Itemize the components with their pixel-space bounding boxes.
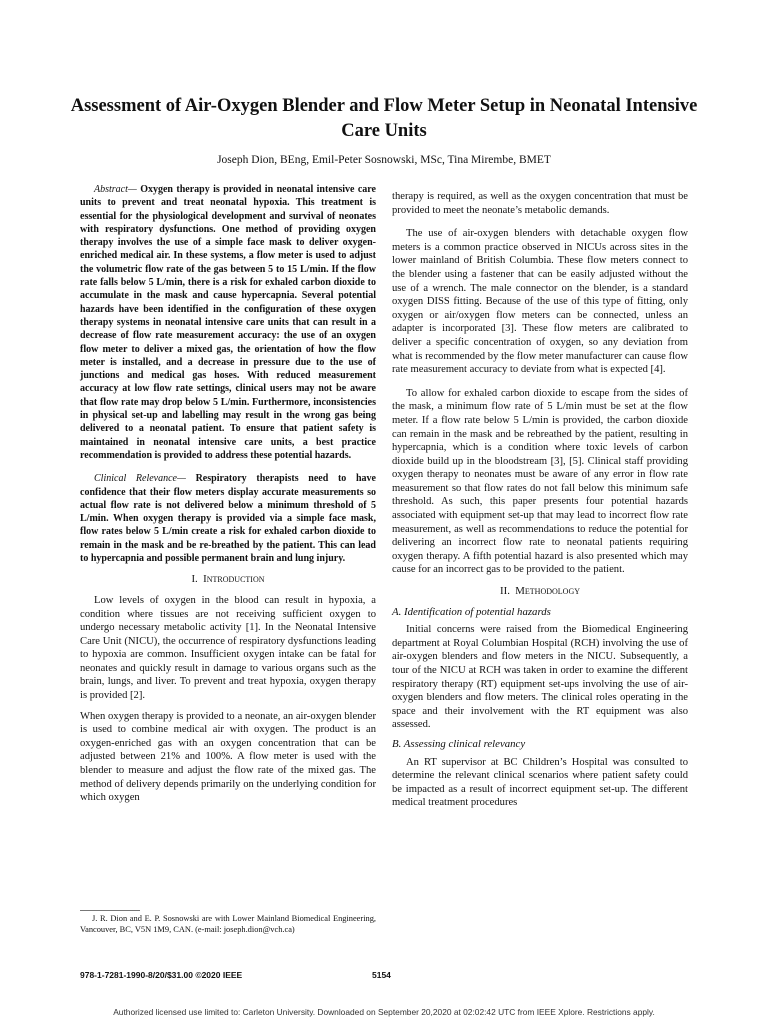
paragraph-intro-2: When oxygen therapy is provided to a neonate, an air-oxygen blender is used to combine medical air with oxygen. The product is an oxygen-enriched gas with an oxygen concentration that can be adjusted between 21% and 100%. A flow meter is used with the blender to measure and adjust the flow rate of the mixed gas. The method of delivery depends primarily on the underlying condition for which oxygen bbox=[80, 710, 376, 804]
abstract-text: Oxygen therapy is provided in neonatal intensive care units to prevent and treat neonatal hypoxia. This treatment is essential for the physiological development and survival of neonates with respiratory dysfunctions. One method of providing oxygen therapy involves the use of a simple face mask to deliver oxygen-enriched medical air. In these systems, a flow meter is used to adjust the volumetric flow rate of the gas between 5 to 15 L/min. If the flow rate falls below 5 L/min, there is a risk for exhaled carbon dioxide to accumulate in the mask and cause hypercapnia. Several potential hazards have been identified in the configuration of these oxygen therapy systems in neonatal intensive care units that can result in a decrease of flow rate measurement accuracy: the use of an oxygen flow meter to deliver a mixed gas, the orientation of how the flow meter is installed, and a decrease in pressure due to the use of junctions and medical gas hoses. With reduced measurement accuracy at low flow rate settings, clinical users may not be aware that flow rate may drop below 5 L/min. Furthermore, inconsistencies in physical set-up and labelling may result in the wrong gas being delivered to a neonatal patient. To ensure that patient safety is maintained in neonatal intensive care units, a best practice recommendation is provided to address these potential hazards. bbox=[80, 184, 376, 461]
section-heading-methodology bbox=[392, 585, 688, 599]
isbn-line: 978-1-7281-1990-8/20/$31.00 ©2020 IEEE bbox=[80, 970, 243, 980]
section-number: II. bbox=[500, 585, 510, 598]
page-number: 5154 bbox=[372, 970, 391, 980]
abstract-lead: Abstract— bbox=[94, 184, 137, 195]
left-column bbox=[80, 183, 376, 805]
paragraph-method-b: An RT supervisor at BC Children’s Hospital was consulted to determine the relevant clinical scenarios where patient safety could be impacted as a result of incorrect equipment set-up. The different medical treatment procedures bbox=[392, 756, 688, 809]
section-number: I. bbox=[191, 573, 198, 586]
section-name: Methodology bbox=[515, 585, 580, 598]
paragraph-right-2: The use of air-oxygen blenders with detachable oxygen flow meters is a common practice observed in NICUs across sites in the lower mainland of British Columbia. These flow meters connect to the blender using a fastener that can be easily adjusted without the use of a wrench. The male connector on the blender, is a standard oxygen DISS fitting. Because of the use of this type of fitting, only oxygen or air/oxygen flow meters can be connected, unless an adapter is incorporated [3]. These flow meters are calibrated to deliver a specific concentration of oxygen, so any deviation from what is recommended by the flow meter manufacturer can cause flow rate measurement accuracy to deviate from what is expected [4]. bbox=[392, 228, 688, 376]
author-list: Joseph Dion, BEng, Emil-Peter Sosnowski, MSc, Tina Mirembe, BMET bbox=[217, 154, 551, 166]
clinical-text: Respiratory therapists need to have confidence that their flow meters display accurate measurements so actual flow rate is not delivered below a minimum threshold of 5 L/min. When oxygen therapy is provided via a simple face mask, flow rates below 5 L/min create a risk for exhaled carbon dioxide to remain in the mask and be re-breathed by the patient. This can lead to hypercapnia and possible permanent brain and lung injury. bbox=[80, 473, 376, 565]
clinical-lead: Clinical Relevance— bbox=[94, 473, 186, 485]
section-heading-introduction bbox=[80, 573, 376, 587]
subsection-heading-a: A. Identification of potential hazards bbox=[392, 605, 551, 618]
license-notice: Authorized licensed use limited to: Carleton University. Downloaded on September 20,2020 at 02:02:42 UTC from IEEE Xplore. Restrictions apply. bbox=[113, 1007, 655, 1017]
section-name: Introduction bbox=[203, 573, 265, 586]
clinical-relevance bbox=[80, 472, 376, 565]
paragraph-right-1: therapy is required, as well as the oxygen concentration that must be provided to meet the neonate’s metabolic demands. bbox=[392, 191, 688, 216]
paragraph-intro-1: Low levels of oxygen in the blood can result in hypoxia, a condition where tissues are not receiving sufficient oxygen to undergo necessary metabolic activity [1]. In the Neonatal Intensive Care Unit (NICU), the occurrence of respiratory dysfunctions leading to hypoxia are common. Insufficient oxygen intake can be fatal for neonates and quickly result in damage to various organs such as the brain, lungs, and liver. To prevent and treat hypoxia, oxygen therapy is provided [2]. bbox=[80, 594, 376, 702]
paper-title: Assessment of Air-Oxygen Blender and Flow Meter Setup in Neonatal Intensive Care Units bbox=[70, 96, 698, 141]
paragraph-right-3: To allow for exhaled carbon dioxide to escape from the sides of the mask, a minimum flow rate of 5 L/min must be set at the flow meter. If a flow rate below 5 L/min is provided, the carbon dioxide can remain in the mask and be rebreathed by the patient, resulting in hypercapnia, which is a condition where toxic levels of carbon dioxide build up in the bloodstream [3], [5]. Clinical staff providing oxygen therapy to neonates must be aware of any error in flow rate measurement so that flow rates do not fall below this minimum safe threshold. As such, this paper presents four potential hazards associated with equipment set-up that may lead to incorrect flow rate measurement, as well as recommendations to reduce the potential for delivering an incorrect flow rate to neonatal patients requiring oxygen therapy. A fifth potential hazard is also presented which may cause for an incorrect gas to be provided to the patient. bbox=[392, 387, 688, 576]
footnote-rule bbox=[80, 910, 140, 911]
abstract bbox=[80, 183, 376, 462]
paragraph-method-a: Initial concerns were raised from the Biomedical Engineering department at Royal Columbian Hospital (RCH) involving the use of air-oxygen blenders and flow meters in the NICU. Subsequently, a tour of the NICU at RCH was taken in order to examine the different respiratory therapy (RT) equipment set-ups involving the use of air-oxygen blenders and flow meters. The clinical roles operating in the space and their involvement with the RT equipment was also assessed. bbox=[392, 624, 688, 731]
right-column bbox=[392, 190, 688, 810]
subsection-heading-b: B. Assessing clinical relevancy bbox=[392, 737, 526, 750]
author-footnote: J. R. Dion and E. P. Sosnowski are with Lower Mainland Biomedical Engineering, Vancouver, BC, V5N 1M9, CAN. (e-mail: joseph.dion@vch.ca) bbox=[80, 914, 376, 934]
